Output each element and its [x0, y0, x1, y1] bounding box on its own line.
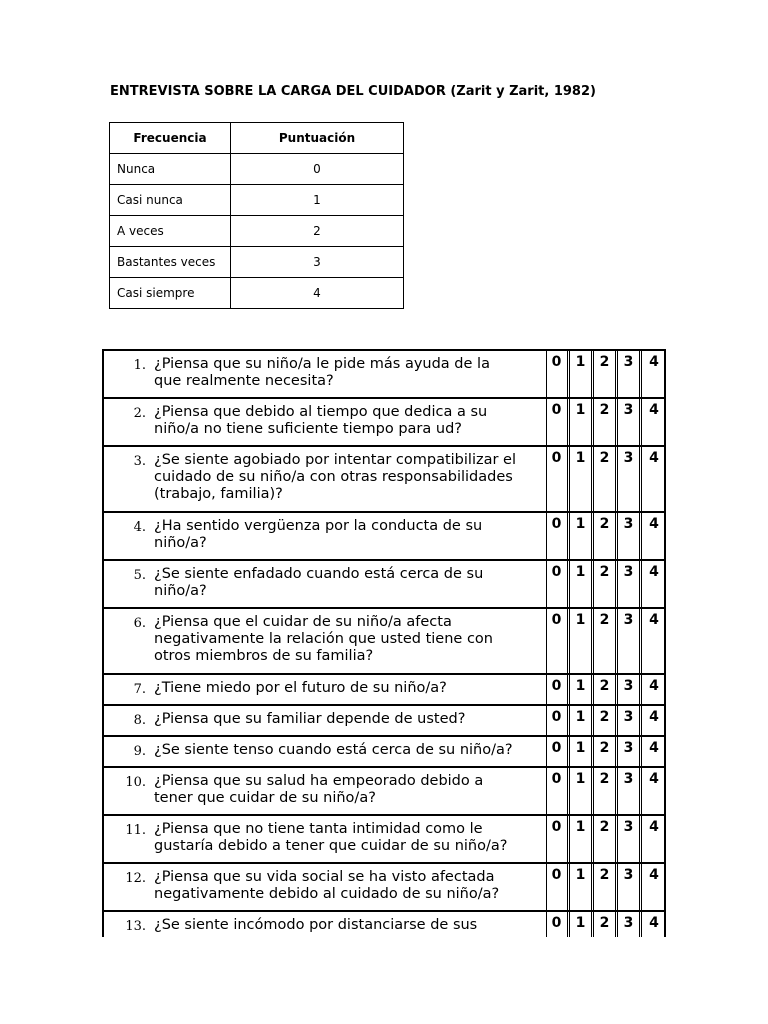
- question-line: ¿Piensa que su vida social se ha visto afectada: [154, 869, 495, 885]
- answer-option-4[interactable]: [642, 864, 666, 910]
- answer-option-label: 4: [649, 867, 659, 883]
- answer-option-label: 4: [649, 612, 659, 628]
- answer-option-label: 2: [599, 564, 610, 580]
- answer-options: [546, 513, 664, 559]
- question-text-cell: [104, 351, 547, 397]
- answer-option-label: 1: [575, 354, 586, 370]
- question-number: 12.: [125, 871, 146, 886]
- answer-option-2[interactable]: [594, 706, 618, 735]
- answer-option-label: 0: [551, 740, 562, 756]
- question-line: negativamente la relación que usted tiene con: [154, 631, 493, 647]
- answer-option-2[interactable]: [594, 351, 618, 397]
- scale-label: Casi nunca: [110, 185, 231, 216]
- answer-option-label: 2: [599, 612, 610, 628]
- answer-option-label: 1: [575, 915, 586, 931]
- scale-score: 3: [231, 247, 404, 278]
- answer-option-label: 2: [599, 771, 610, 787]
- scale-score: 0: [231, 154, 404, 185]
- answer-option-label: 2: [599, 709, 610, 725]
- answer-option-label: 0: [551, 450, 562, 466]
- question-body: [154, 518, 546, 552]
- question-text-cell: [104, 912, 547, 937]
- question-text-cell: [104, 561, 547, 607]
- answer-options: [546, 675, 664, 704]
- answer-option-3[interactable]: [618, 609, 642, 673]
- question-line: ¿Piensa que el cuidar de su niño/a afecta: [154, 614, 452, 630]
- question-text-cell: [104, 513, 547, 559]
- question-row: [104, 675, 664, 706]
- question-number: 2.: [133, 406, 146, 421]
- answer-option-1[interactable]: [570, 351, 594, 397]
- question-row: [104, 706, 664, 737]
- answer-option-2[interactable]: [594, 561, 618, 607]
- answer-option-label: 4: [649, 771, 659, 787]
- answer-option-0[interactable]: [546, 609, 570, 673]
- question-text-cell: [104, 675, 547, 704]
- question-row: [104, 399, 664, 447]
- answer-option-0[interactable]: [546, 737, 570, 766]
- answer-option-1[interactable]: [570, 609, 594, 673]
- question-body: [154, 356, 546, 390]
- answer-option-label: 2: [599, 915, 610, 931]
- question-number: 13.: [125, 919, 146, 934]
- answer-option-label: 4: [649, 740, 659, 756]
- answer-options: [546, 399, 664, 445]
- scale-row: [110, 185, 404, 216]
- answer-option-2[interactable]: [594, 675, 618, 704]
- question-number: 3.: [133, 454, 146, 469]
- answer-option-label: 3: [623, 402, 634, 418]
- answer-option-0[interactable]: [546, 513, 570, 559]
- question-row: [104, 912, 664, 937]
- answer-option-3[interactable]: [618, 816, 642, 862]
- question-line: ¿Piensa que su familiar depende de usted?: [154, 711, 466, 727]
- answer-option-0[interactable]: [546, 706, 570, 735]
- answer-option-label: 0: [551, 354, 562, 370]
- answer-option-label: 1: [575, 819, 586, 835]
- question-row: [104, 513, 664, 561]
- answer-option-label: 3: [623, 516, 634, 532]
- answer-option-1[interactable]: [570, 513, 594, 559]
- question-row: [104, 768, 664, 816]
- question-line: ¿Piensa que debido al tiempo que dedica a su: [154, 404, 488, 420]
- scale-label: Bastantes veces: [110, 247, 231, 278]
- scale-row: [110, 278, 404, 309]
- answer-option-1[interactable]: [570, 706, 594, 735]
- answer-option-label: 2: [599, 516, 610, 532]
- answer-option-3[interactable]: [618, 399, 642, 445]
- scale-score: 1: [231, 185, 404, 216]
- scale-row: [110, 216, 404, 247]
- answer-option-label: 3: [623, 354, 634, 370]
- answer-option-3[interactable]: [618, 706, 642, 735]
- answer-option-2[interactable]: [594, 737, 618, 766]
- scale-score: 2: [231, 216, 404, 247]
- answer-option-2[interactable]: [594, 864, 618, 910]
- answer-option-label: 1: [575, 867, 586, 883]
- questionnaire-table: [102, 349, 666, 937]
- question-text-cell: [104, 816, 547, 862]
- answer-option-3[interactable]: [618, 447, 642, 511]
- answer-option-0[interactable]: [546, 675, 570, 704]
- question-text-cell: [104, 864, 547, 910]
- answer-option-label: 1: [575, 771, 586, 787]
- answer-option-label: 1: [575, 612, 586, 628]
- answer-option-2[interactable]: [594, 609, 618, 673]
- answer-option-1[interactable]: [570, 737, 594, 766]
- answer-option-label: 0: [551, 402, 562, 418]
- answer-option-label: 4: [649, 402, 659, 418]
- answer-option-label: 2: [599, 450, 610, 466]
- answer-option-1[interactable]: [570, 864, 594, 910]
- question-row: [104, 447, 664, 513]
- answer-option-label: 4: [649, 819, 659, 835]
- answer-option-2[interactable]: [594, 399, 618, 445]
- question-line: ¿Se siente agobiado por intentar compatibilizar el: [154, 452, 516, 468]
- answer-option-label: 2: [599, 740, 610, 756]
- question-body: [154, 742, 546, 759]
- answer-option-4[interactable]: [642, 675, 666, 704]
- question-line: que realmente necesita?: [154, 373, 334, 389]
- answer-option-4[interactable]: [642, 513, 666, 559]
- answer-option-3[interactable]: [618, 561, 642, 607]
- question-body: [154, 917, 546, 934]
- question-line: ¿Se siente enfadado cuando está cerca de su: [154, 566, 484, 582]
- question-line: otros miembros de su familia?: [154, 648, 374, 664]
- answer-options: [546, 351, 664, 397]
- answer-option-label: 1: [575, 678, 586, 694]
- answer-option-3[interactable]: [618, 912, 642, 937]
- scale-row: [110, 154, 404, 185]
- answer-option-label: 2: [599, 402, 610, 418]
- answer-option-2[interactable]: [594, 816, 618, 862]
- answer-option-1[interactable]: [570, 912, 594, 937]
- answer-option-0[interactable]: [546, 816, 570, 862]
- answer-option-label: 4: [649, 564, 659, 580]
- answer-option-label: 1: [575, 709, 586, 725]
- answer-option-2[interactable]: [594, 912, 618, 937]
- question-line: ¿Piensa que no tiene tanta intimidad como le: [154, 821, 483, 837]
- answer-option-4[interactable]: [642, 561, 666, 607]
- question-row: [104, 609, 664, 675]
- answer-option-label: 4: [649, 516, 659, 532]
- answer-option-2[interactable]: [594, 768, 618, 814]
- question-number: 4.: [133, 520, 146, 535]
- scale-row: [110, 247, 404, 278]
- answer-options: [546, 768, 664, 814]
- question-row: [104, 561, 664, 609]
- answer-option-3[interactable]: [618, 351, 642, 397]
- scale-label: Nunca: [110, 154, 231, 185]
- question-line: niño/a no tiene suficiente tiempo para ud?: [154, 421, 462, 437]
- answer-option-label: 3: [623, 612, 634, 628]
- question-text-cell: [104, 737, 547, 766]
- answer-options: [546, 561, 664, 607]
- answer-options: [546, 912, 664, 937]
- question-line: ¿Se siente tenso cuando está cerca de su niño/a?: [154, 742, 513, 758]
- scale-header-row: [110, 123, 404, 154]
- question-text-cell: [104, 609, 547, 673]
- question-body: [154, 821, 546, 855]
- answer-option-4[interactable]: [642, 706, 666, 735]
- question-line: ¿Piensa que su salud ha empeorado debido a: [154, 773, 484, 789]
- question-number: 11.: [125, 823, 146, 838]
- answer-option-label: 3: [623, 915, 634, 931]
- answer-option-0[interactable]: [546, 768, 570, 814]
- question-line: ¿Ha sentido vergüenza por la conducta de su: [154, 518, 483, 534]
- answer-option-4[interactable]: [642, 912, 666, 937]
- answer-option-0[interactable]: [546, 447, 570, 511]
- answer-option-label: 0: [551, 771, 562, 787]
- question-body: [154, 452, 546, 503]
- question-row: [104, 737, 664, 768]
- answer-option-3[interactable]: [618, 768, 642, 814]
- question-number: 5.: [133, 568, 146, 583]
- question-number: 8.: [133, 713, 146, 728]
- answer-option-label: 3: [623, 867, 634, 883]
- answer-option-label: 3: [623, 819, 634, 835]
- question-text-cell: [104, 768, 547, 814]
- answer-option-4[interactable]: [642, 768, 666, 814]
- answer-option-label: 2: [599, 867, 610, 883]
- answer-option-label: 2: [599, 354, 610, 370]
- answer-option-1[interactable]: [570, 399, 594, 445]
- answer-option-label: 1: [575, 516, 586, 532]
- answer-option-label: 4: [649, 915, 659, 931]
- question-line: ¿Se siente incómodo por distanciarse de sus: [154, 917, 478, 933]
- question-body: [154, 680, 546, 697]
- scale-label: A veces: [110, 216, 231, 247]
- answer-option-label: 3: [623, 771, 634, 787]
- answer-option-label: 3: [623, 450, 634, 466]
- answer-option-label: 0: [551, 612, 562, 628]
- answer-option-4[interactable]: [642, 399, 666, 445]
- scale-header-score: Puntuación: [231, 123, 404, 154]
- question-text-cell: [104, 399, 547, 445]
- answer-option-label: 3: [623, 564, 634, 580]
- question-number: 10.: [125, 775, 146, 790]
- question-number: 6.: [133, 616, 146, 631]
- answer-option-label: 0: [551, 709, 562, 725]
- answer-option-3[interactable]: [618, 737, 642, 766]
- answer-option-0[interactable]: [546, 399, 570, 445]
- answer-option-4[interactable]: [642, 609, 666, 673]
- question-number: 9.: [133, 744, 146, 759]
- frequency-scale-table: [109, 122, 404, 309]
- answer-options: [546, 609, 664, 673]
- answer-options: [546, 447, 664, 511]
- question-body: [154, 404, 546, 438]
- question-body: [154, 869, 546, 903]
- question-body: [154, 614, 546, 665]
- answer-option-label: 0: [551, 516, 562, 532]
- answer-option-1[interactable]: [570, 675, 594, 704]
- question-line: tener que cuidar de su niño/a?: [154, 790, 376, 806]
- scale-score: 4: [231, 278, 404, 309]
- answer-option-0[interactable]: [546, 351, 570, 397]
- answer-option-1[interactable]: [570, 561, 594, 607]
- answer-option-label: 0: [551, 564, 562, 580]
- question-number: 1.: [133, 358, 146, 373]
- question-row: [104, 816, 664, 864]
- answer-option-label: 0: [551, 819, 562, 835]
- answer-options: [546, 816, 664, 862]
- answer-options: [546, 706, 664, 735]
- answer-option-label: 4: [649, 354, 659, 370]
- question-body: [154, 711, 546, 728]
- answer-option-0[interactable]: [546, 561, 570, 607]
- question-line: ¿Piensa que su niño/a le pide más ayuda de la: [154, 356, 490, 372]
- answer-option-label: 0: [551, 867, 562, 883]
- answer-option-label: 4: [649, 709, 659, 725]
- question-text-cell: [104, 447, 547, 511]
- answer-option-label: 1: [575, 450, 586, 466]
- answer-option-4[interactable]: [642, 447, 666, 511]
- scale-label: Casi siempre: [110, 278, 231, 309]
- answer-option-label: 1: [575, 564, 586, 580]
- answer-option-label: 3: [623, 709, 634, 725]
- answer-option-label: 3: [623, 678, 634, 694]
- answer-options: [546, 737, 664, 766]
- question-line: (trabajo, familia)?: [154, 486, 283, 502]
- answer-option-label: 4: [649, 450, 659, 466]
- question-line: niño/a?: [154, 583, 207, 599]
- answer-option-4[interactable]: [642, 816, 666, 862]
- answer-option-4[interactable]: [642, 351, 666, 397]
- document-title: ENTREVISTA SOBRE LA CARGA DEL CUIDADOR (Zarit y Zarit, 1982): [110, 84, 596, 99]
- answer-option-1[interactable]: [570, 816, 594, 862]
- answer-option-label: 0: [551, 915, 562, 931]
- answer-option-label: 2: [599, 819, 610, 835]
- answer-option-label: 1: [575, 740, 586, 756]
- question-row: [104, 351, 664, 399]
- answer-option-4[interactable]: [642, 737, 666, 766]
- question-line: niño/a?: [154, 535, 207, 551]
- question-body: [154, 773, 546, 807]
- answer-option-label: 1: [575, 402, 586, 418]
- question-row: [104, 864, 664, 912]
- scale-header-frequency: Frecuencia: [110, 123, 231, 154]
- question-text-cell: [104, 706, 547, 735]
- question-line: cuidado de su niño/a con otras responsabilidades: [154, 469, 513, 485]
- answer-option-3[interactable]: [618, 675, 642, 704]
- question-line: gustaría debido a tener que cuidar de su niño/a?: [154, 838, 508, 854]
- question-line: ¿Tiene miedo por el futuro de su niño/a?: [154, 680, 447, 696]
- answer-option-0[interactable]: [546, 912, 570, 937]
- answer-option-label: 2: [599, 678, 610, 694]
- answer-options: [546, 864, 664, 910]
- answer-option-0[interactable]: [546, 864, 570, 910]
- answer-option-2[interactable]: [594, 513, 618, 559]
- answer-option-3[interactable]: [618, 864, 642, 910]
- question-line: negativamente debido al cuidado de su niño/a?: [154, 886, 500, 902]
- answer-option-label: 4: [649, 678, 659, 694]
- answer-option-label: 0: [551, 678, 562, 694]
- answer-option-3[interactable]: [618, 513, 642, 559]
- answer-option-label: 3: [623, 740, 634, 756]
- answer-option-1[interactable]: [570, 447, 594, 511]
- answer-option-1[interactable]: [570, 768, 594, 814]
- answer-option-2[interactable]: [594, 447, 618, 511]
- question-number: 7.: [133, 682, 146, 697]
- question-body: [154, 566, 546, 600]
